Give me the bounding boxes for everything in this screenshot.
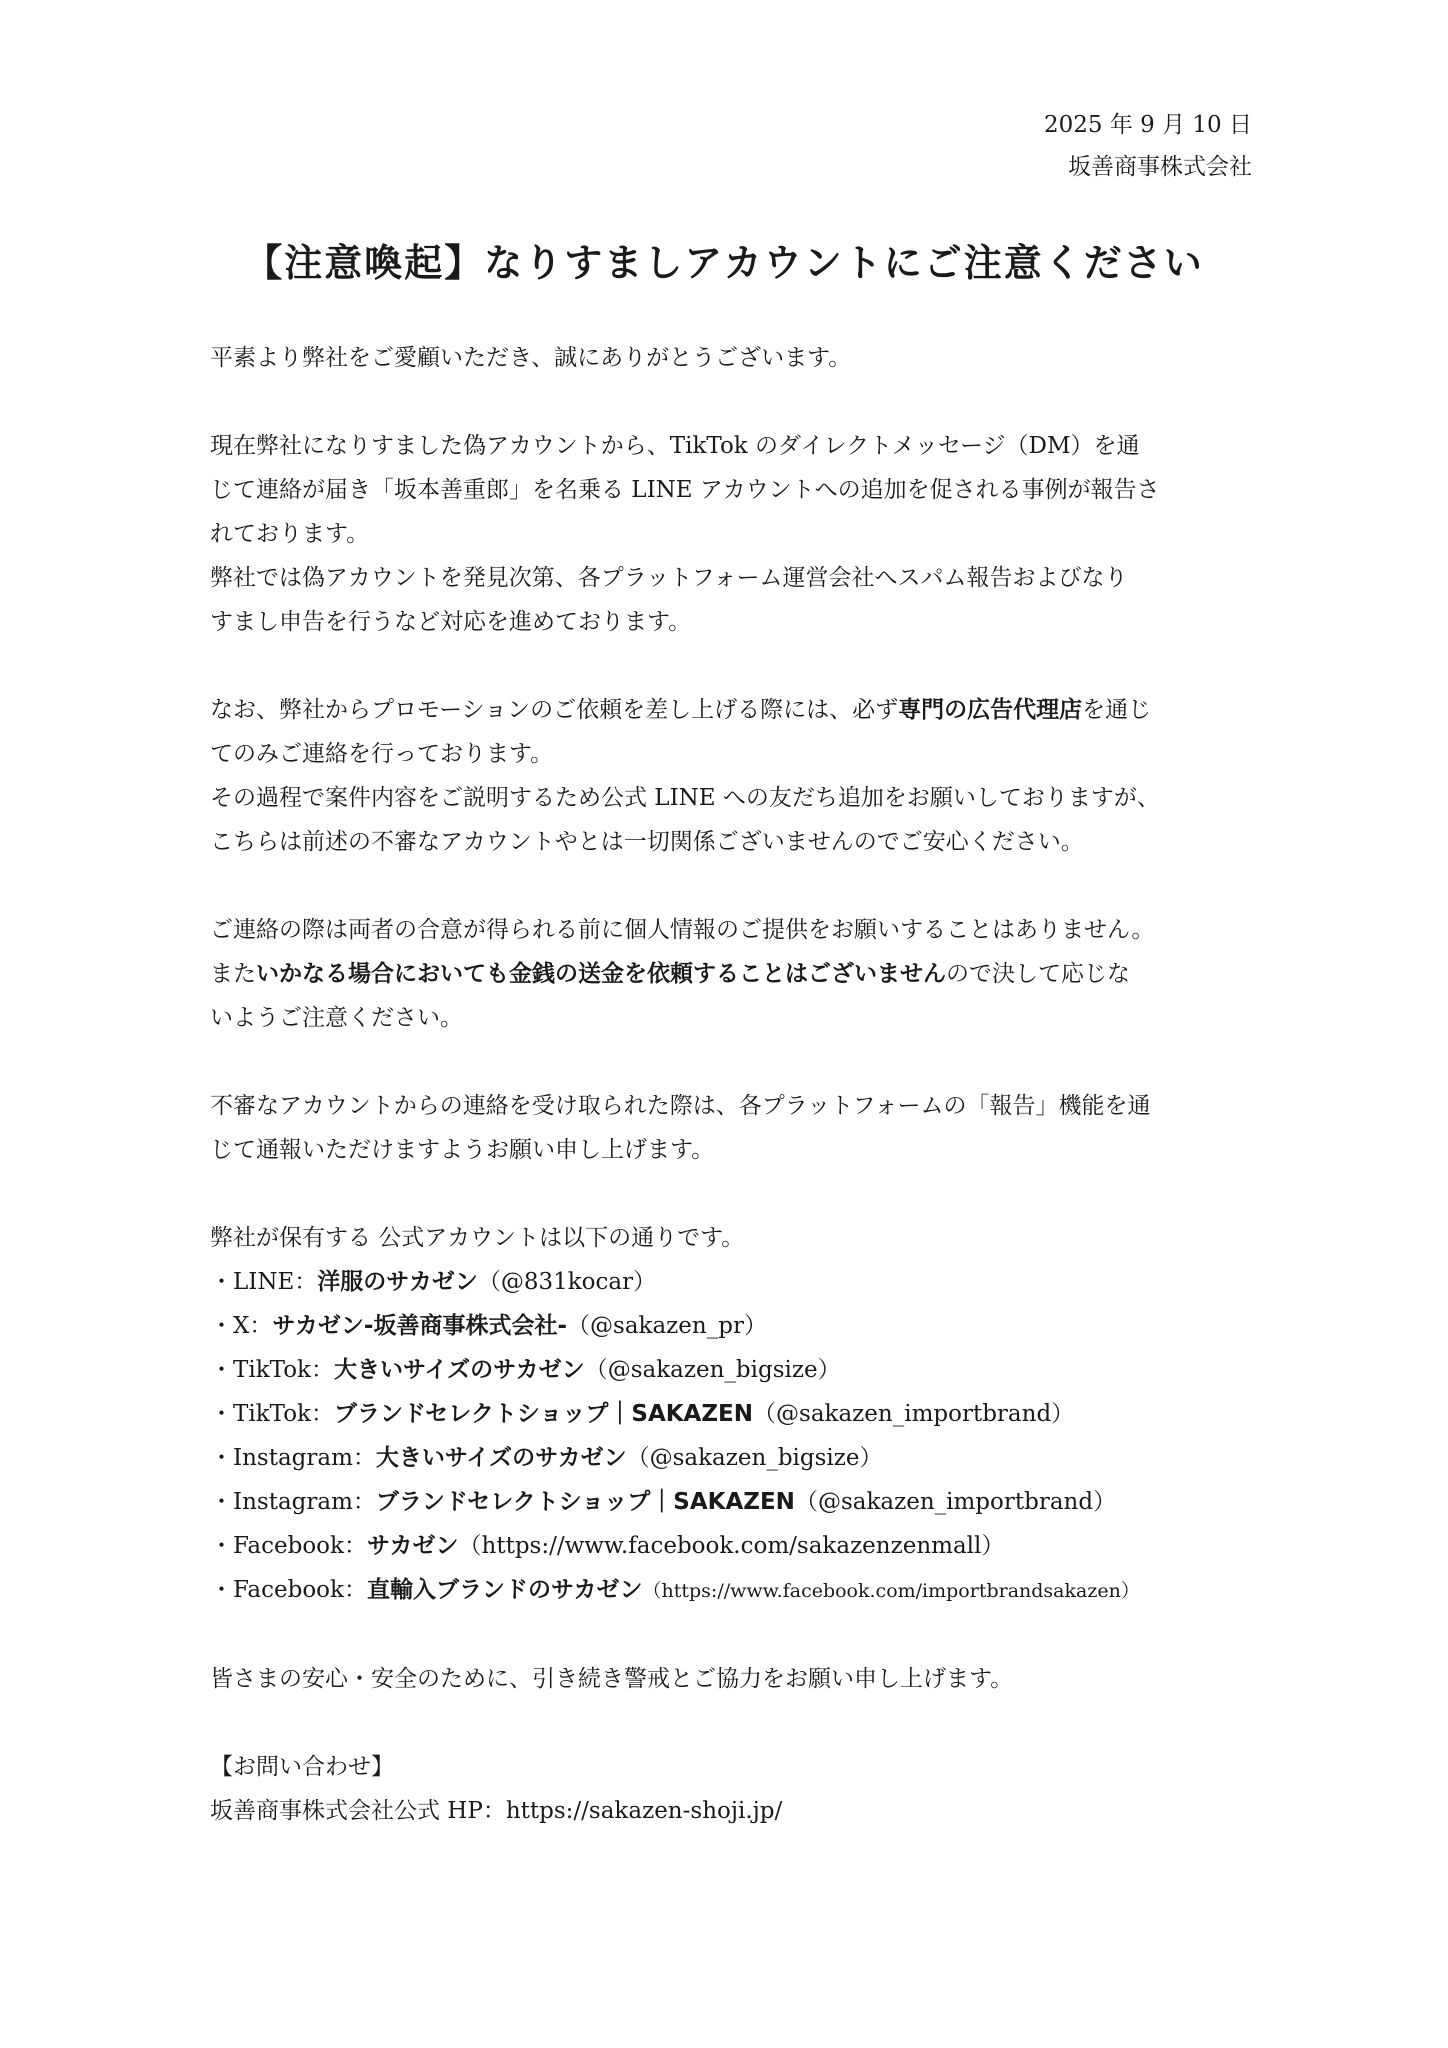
account-platform: ・Facebook： <box>210 1533 367 1559</box>
account-handle: （@sakazen_pr） <box>567 1313 767 1339</box>
account-handle: （@sakazen_importbrand） <box>794 1489 1117 1515</box>
privacy-emphasis: いかなる場合においても金銭の送金を依頼することはございません <box>256 961 946 987</box>
list-item <box>210 1568 1270 1613</box>
contact-block <box>210 1745 1270 1833</box>
list-item <box>210 1348 1270 1392</box>
incident-line-2: じて連絡が届き「坂本善重郎」を名乗る LINE アカウントへの追加を促される事例が報告さ <box>210 477 1160 503</box>
account-platform: ・LINE： <box>210 1269 318 1295</box>
incident-line-3: れております。 <box>210 521 370 547</box>
promotion-line-1 <box>210 688 1270 732</box>
account-name: 直輸入ブランドのサカゼン <box>366 1577 643 1603</box>
account-name: サカゼン <box>366 1533 459 1559</box>
list-item <box>210 1260 1270 1304</box>
account-platform: ・Facebook： <box>210 1577 367 1603</box>
account-platform: ・X： <box>210 1313 273 1339</box>
account-handle: （@sakazen_importbrand） <box>753 1401 1075 1427</box>
account-handle: （https://www.facebook.com/sakazenzenmall） <box>458 1533 1005 1559</box>
contact-heading: 【お問い合わせ】 <box>210 1754 394 1780</box>
account-platform: ・TikTok： <box>210 1357 334 1383</box>
document-date: 2025 年 9 月 10 日 <box>1044 112 1252 138</box>
promotion-emphasis: 専門の広告代理店 <box>898 697 1083 723</box>
account-platform: ・Instagram： <box>210 1489 376 1515</box>
privacy-line-1: ご連絡の際は両者の合意が得られる前に個人情報のご提供をお願いすることはありません。 <box>210 917 1155 943</box>
incident-paragraph <box>210 424 1270 644</box>
greeting-line: 平素より弊社をご愛顧いただき、誠にありがとうございます。 <box>210 345 852 371</box>
list-item <box>210 1524 1270 1568</box>
list-item <box>210 1480 1270 1524</box>
company-name: 坂善商事株式会社 <box>1068 154 1252 180</box>
contact-link: 坂善商事株式会社公式 HP：https://sakazen-shoji.jp/ <box>210 1798 783 1824</box>
account-name: ブランドセレクトショップ｜SAKAZEN <box>375 1489 795 1515</box>
account-name: 大きいサイズのサカゼン <box>375 1445 627 1471</box>
account-handle: （@sakazen_bigsize） <box>584 1357 841 1383</box>
document-body <box>210 336 1270 1877</box>
closing-paragraph <box>210 1657 1270 1701</box>
account-handle: （@831kocar） <box>477 1269 657 1295</box>
list-item <box>210 1304 1270 1348</box>
promotion-paragraph <box>210 688 1270 864</box>
list-item <box>210 1436 1270 1480</box>
greeting-paragraph <box>210 336 1270 380</box>
closing-line: 皆さまの安心・安全のために、引き続き警戒とご協力をお願い申し上げます。 <box>210 1666 1014 1692</box>
incident-line-4: 弊社では偽アカウントを発見次第、各プラットフォーム運営会社へスパム報告およびなり <box>210 565 1128 591</box>
list-item <box>210 1392 1270 1436</box>
official-accounts-list <box>210 1260 1270 1613</box>
accounts-intro-line: 弊社が保有する 公式アカウントは以下の通りです。 <box>210 1225 745 1251</box>
account-name: ブランドセレクトショップ｜SAKAZEN <box>333 1401 754 1427</box>
header-block <box>1044 104 1252 188</box>
promotion-line-2: てのみご連絡を行っております。 <box>210 741 554 767</box>
account-platform: ・TikTok： <box>210 1401 334 1427</box>
incident-line-5: すまし申告を行うなど対応を進めております。 <box>210 609 692 635</box>
page-title: 【注意喚起】なりすましアカウントにご注意ください <box>244 241 1204 285</box>
privacy-text: ので決して応じな <box>946 961 1130 987</box>
account-platform: ・Instagram： <box>210 1445 376 1471</box>
report-line-2: じて通報いただけますようお願い申し上げます。 <box>210 1137 715 1163</box>
privacy-text: また <box>210 961 256 987</box>
promotion-line-4: こちらは前述の不審なアカウントやとは一切関係ございませんのでご安心ください。 <box>210 829 1084 855</box>
account-handle: （@sakazen_bigsize） <box>626 1445 883 1471</box>
account-name: 洋服のサカゼン <box>317 1269 478 1295</box>
report-line-1: 不審なアカウントからの連絡を受け取られた際は、各プラットフォームの「報告」機能を通 <box>210 1093 1151 1119</box>
accounts-intro <box>210 1216 1270 1260</box>
account-name: 大きいサイズのサカゼン <box>333 1357 585 1383</box>
privacy-paragraph <box>210 908 1270 1040</box>
report-paragraph <box>210 1084 1270 1172</box>
promotion-text: を通じ <box>1082 697 1152 723</box>
promotion-text: なお、弊社からプロモーションのご依頼を差し上げる際には、必ず <box>210 697 899 723</box>
privacy-line-2 <box>210 952 1270 996</box>
privacy-line-3: いようご注意ください。 <box>210 1005 463 1031</box>
account-name: サカゼン-坂善商事株式会社- <box>272 1313 568 1339</box>
incident-line-1: 現在弊社になりすました偽アカウントから、TikTok のダイレクトメッセージ（DM）を通 <box>210 433 1140 459</box>
account-handle: （https://www.facebook.com/importbrandsakazen） <box>642 1580 1140 1602</box>
promotion-line-3: その過程で案件内容をご説明するため公式 LINE への友だち追加をお願いしておりますが、 <box>210 785 1160 811</box>
